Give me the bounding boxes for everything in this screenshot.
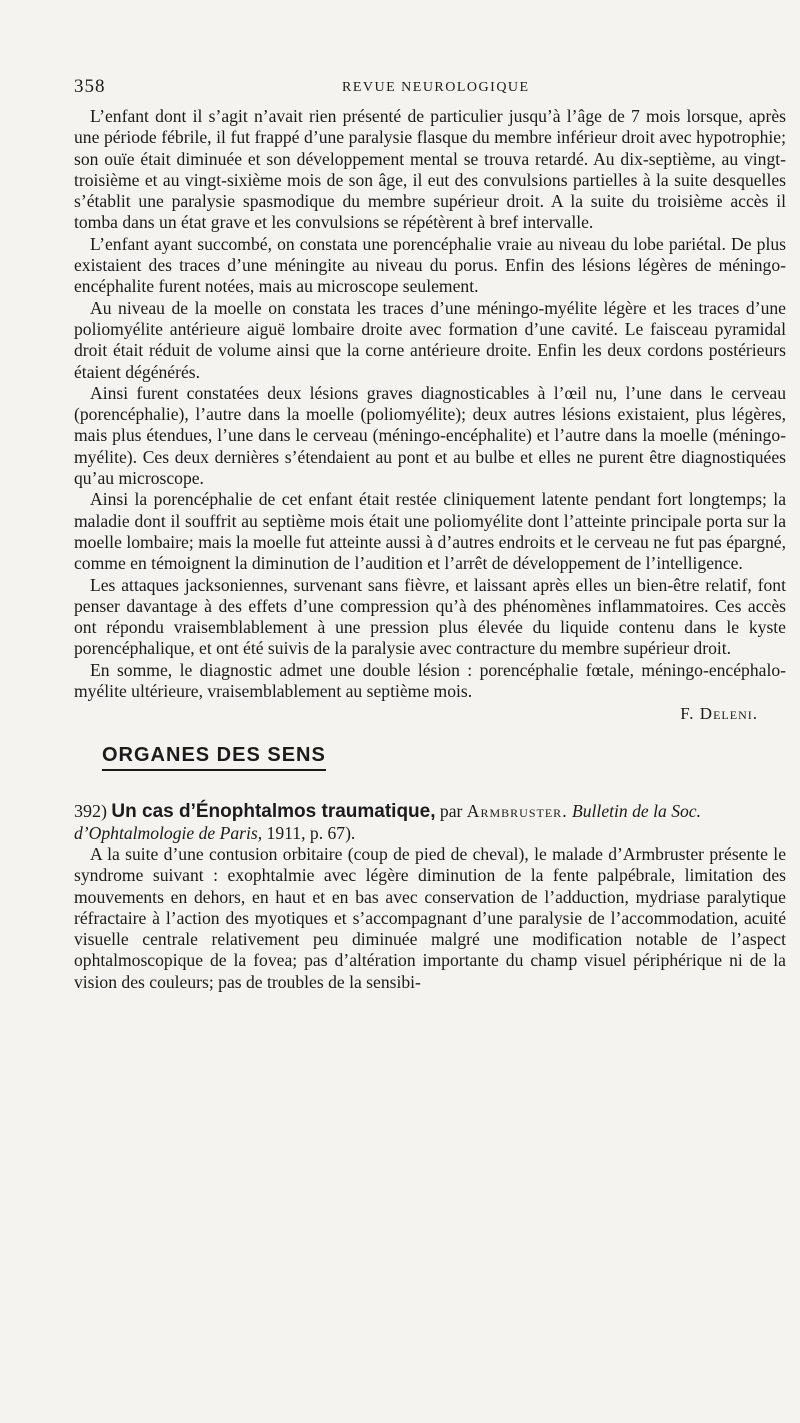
article-by: par	[439, 801, 463, 822]
paragraph-5: Ainsi la porencéphalie de cet enfant était restée cliniquement latente pendant fort longtemps; la maladie dont il souffrit au septième mois était une poliomyélite dont l’atteinte principale porta sur la moelle lombaire; mais la moelle fut atteinte aussi à d’autres endroits et le cerveau ne fut pas épargné, comme en témoignent la diminution de l’audition et l’arrêt de développement de l’intelligence.	[74, 489, 786, 574]
article-reference: Bulletin de la Soc. d’Ophtalmologie de Paris,	[74, 801, 701, 843]
article-pages: p. 67).	[309, 822, 356, 843]
article-year: 1911,	[266, 822, 306, 843]
paragraph-3: Au niveau de la moelle on constata les traces d’une méningo-myélite légère et les traces d’une poliomyélite antérieure aiguë lombaire droite avec formation d’une cavité. Le faisceau pyramidal droit était réduit de volume ainsi que la corne antérieure droite. Enfin les deux cordons postérieurs étaient dégénérés.	[74, 297, 786, 382]
section-heading: ORGANES DES SENS	[102, 744, 326, 771]
article-header	[74, 801, 786, 844]
journal-title: REVUE NEUROLOGIQUE	[342, 80, 530, 95]
article-author: Armbruster.	[466, 801, 568, 822]
running-header	[74, 76, 786, 106]
article-title: Un cas d’Énophtalmos traumatique,	[111, 801, 436, 823]
paragraph-7: En somme, le diagnostic admet une double lésion : porencéphalie fœtale, méningo-encéphalo-myélite ultérieure, vraisemblablement au septième mois.	[74, 659, 786, 702]
author-signature: F. Deleni.	[680, 704, 758, 724]
document-page	[74, 76, 786, 993]
paragraph-6: Les attaques jacksoniennes, survenant sans fièvre, et laissant après elles un bien-être relatif, font penser davantage à des effets d’une compression qu’à des phénomènes inflammatoires. Ces accès ont répondu vraisemblablement à une pression plus élevée du liquide contenu dans le kyste porencéphalique, et ont été suivis de la paralysie avec contracture du membre supérieur droit.	[74, 574, 786, 659]
paragraph-2: L’enfant ayant succombé, on constata une porencéphalie vraie au niveau du lobe pariétal. De plus existaient des traces d’une méningite au niveau du porus. Enfin des lésions légères de méningo-encéphalite furent notées, mais au microscope seulement.	[74, 233, 786, 297]
article-body: A la suite d’une contusion orbitaire (coup de pied de cheval), le malade d’Armbruster présente le syndrome suivant : exophtalmie avec légère diminution de la fente palpébrale, limitation des mouvements en dehors, en haut et en bas avec conservation de l’adduction, mydriase paralytique réfractaire à l’action des myotiques et s’accompagnant d’une paralysie de l’accommodation, acuité visuelle centrale relativement peu diminuée malgré une modification notable de l’aspect ophtalmoscopique de la fovea; pas d’altération importante du champ visuel périphérique ni de la vision des couleurs; pas de troubles de la sensibi-	[74, 843, 786, 992]
page-number: 358	[74, 76, 106, 97]
article-number: 392)	[74, 801, 107, 822]
paragraph-1: L’enfant dont il s’agit n’avait rien présenté de particulier jusqu’à l’âge de 7 mois lorsque, après une période fébrile, il fut frappé d’une paralysie flasque du membre inférieur droit avec hypotrophie; son ouïe était diminuée et son développement mental se trouva retardé. Au dix-septième, au vingt-troisième et au vingt-sixième mois de son âge, il eut des convulsions partielles à la suite desquelles s’établit une paralysie spasmodique du membre supérieur droit. A la suite du troisième accès il tomba dans un état grave et les convulsions se répétèrent à bref intervalle.	[74, 106, 786, 233]
paragraph-4: Ainsi furent constatées deux lésions graves diagnosticables à l’œil nu, l’une dans le cerveau (porencéphalie), l’autre dans la moelle (poliomyélite); deux autres lésions existaient, plus légères, mais plus étendues, l’une dans le cerveau (méningo-encéphalite) et l’autre dans la moelle (méningo-myélite). Ces deux dernières s’étendaient au pont et au bulbe et elles ne purent être diagnostiquées qu’au microscope.	[74, 382, 786, 489]
